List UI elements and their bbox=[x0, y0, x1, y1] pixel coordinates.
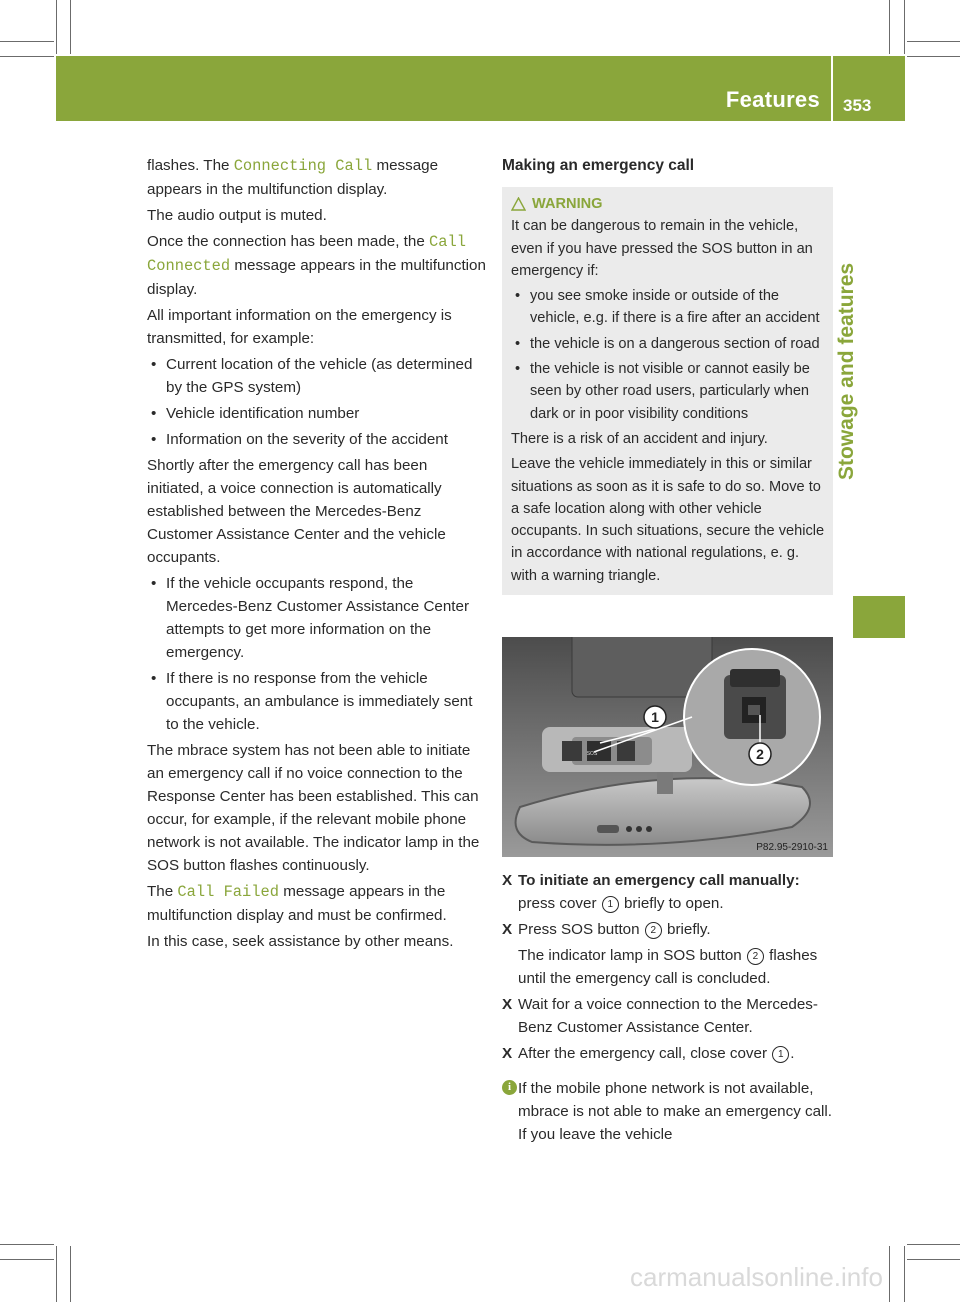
callout-1-label: 1 bbox=[651, 709, 659, 725]
crop-mark bbox=[0, 1259, 54, 1260]
instructions bbox=[502, 869, 833, 1146]
crop-mark bbox=[907, 56, 960, 57]
warning-header: WARNING bbox=[511, 193, 825, 215]
crop-mark bbox=[889, 1246, 890, 1302]
crop-mark bbox=[907, 41, 960, 42]
callout-ref-1: 1 bbox=[602, 896, 619, 913]
watermark: carmanualsonline.info bbox=[630, 1262, 883, 1292]
list-item: • Vehicle identification number bbox=[151, 405, 360, 422]
crop-mark bbox=[904, 0, 905, 54]
instruction-step: X Press SOS button 2 briefly. bbox=[502, 921, 711, 938]
figure-caption: P82.95-2910-31 bbox=[756, 842, 828, 853]
paragraph: The audio output is muted. bbox=[147, 207, 327, 224]
callout-ref-2: 2 bbox=[645, 922, 662, 939]
crop-mark bbox=[907, 1259, 960, 1260]
crop-mark bbox=[56, 1246, 57, 1302]
callout-ref-1: 1 bbox=[772, 1046, 789, 1063]
paragraph: Leave the vehicle immediately in this or similar situations as soon as it is safe to do so. Move to a safe location along with other vehicle occupants. In such situations, secure the vehicle in accordance with national regulations, e. g. with a warning triangle. bbox=[511, 456, 825, 584]
display-message: Call Failed bbox=[177, 883, 279, 901]
warning-box bbox=[502, 187, 833, 595]
crop-mark bbox=[56, 0, 57, 54]
callout-ref-2: 2 bbox=[747, 948, 764, 965]
page-title: Features bbox=[725, 87, 820, 112]
info-note: i If the mobile phone network is not available, mbrace is not able to make an emergency call. If you leave the vehicle bbox=[502, 1077, 833, 1146]
paragraph: flashes. The Connecting Call message appears in the multifunction display. bbox=[147, 157, 439, 198]
instruction-step: X After the emergency call, close cover 1 . bbox=[502, 1045, 795, 1062]
paragraph: All important information on the emergency is transmitted, for example: bbox=[147, 307, 452, 347]
instruction-step: X To initiate an emergency call manually: press cover 1 briefly to open. bbox=[502, 872, 800, 912]
section-title: Making an emergency call bbox=[502, 157, 695, 174]
info-icon: i bbox=[502, 1080, 517, 1095]
list-item: • the vehicle is on a dangerous section of road bbox=[515, 335, 820, 352]
display-message: Call Connected bbox=[147, 233, 466, 275]
crop-mark bbox=[0, 56, 54, 57]
list-item: • If there is no response from the vehicle occupants, an ambulance is immediately sent to the vehicle. bbox=[151, 670, 473, 733]
list-item: • Information on the severity of the accident bbox=[151, 431, 448, 448]
paragraph: In this case, seek assistance by other means. bbox=[147, 933, 454, 950]
crop-mark bbox=[0, 41, 54, 42]
paragraph: Shortly after the emergency call has been initiated, a voice connection is automatically established between the Mercedes-Benz Customer Assistance Center and the vehicle occupants. bbox=[147, 457, 446, 566]
crop-mark bbox=[904, 1246, 905, 1302]
warning-triangle-icon bbox=[511, 197, 526, 211]
paragraph: There is a risk of an accident and injury. bbox=[511, 430, 768, 447]
overhead-console-illustration bbox=[502, 637, 833, 857]
crop-mark bbox=[907, 1244, 960, 1245]
display-message: Connecting Call bbox=[233, 157, 373, 175]
left-column bbox=[147, 154, 487, 956]
instruction-step-note: The indicator lamp in SOS button 2 flashes until the emergency call is concluded. bbox=[518, 947, 818, 987]
crop-mark bbox=[70, 0, 71, 54]
header-separator bbox=[831, 56, 833, 121]
callout-2-label: 2 bbox=[756, 746, 764, 762]
page-number: 353 bbox=[843, 96, 872, 115]
paragraph: The mbrace system has not been able to initiate an emergency call if no voice connection to the Response Center has been established. This can occur, for example, if the relevant mobile phone network is not available. The indicator lamp in the SOS button flashes continuously. bbox=[147, 742, 480, 874]
crop-mark bbox=[70, 1246, 71, 1302]
paragraph: The Call Failed message appears in the multifunction display and must be confirmed. bbox=[147, 883, 447, 924]
instruction-step: X Wait for a voice connection to the Mercedes-Benz Customer Assistance Center. bbox=[502, 996, 818, 1036]
list-item: • you see smoke inside or outside of the vehicle, e.g. if there is a fire after an accident bbox=[515, 288, 820, 327]
crop-mark bbox=[889, 0, 890, 54]
side-tab-marker bbox=[853, 596, 905, 638]
paragraph: Once the connection has been made, the Call Connected message appears in the multifunction display. bbox=[147, 233, 486, 298]
crop-mark bbox=[0, 1244, 54, 1245]
list-item: • Current location of the vehicle (as determined by the GPS system) bbox=[151, 356, 473, 396]
list-item: • the vehicle is not visible or cannot easily be seen by other road users, particularly when dark or in poor visibility conditions bbox=[515, 361, 810, 422]
side-tab-label: Stowage and features bbox=[835, 262, 858, 480]
sos-button-label: SOS bbox=[586, 751, 598, 757]
list-item: • If the vehicle occupants respond, the Mercedes-Benz Customer Assistance Center attempts to get more information on the emergency. bbox=[151, 575, 470, 661]
paragraph: It can be dangerous to remain in the vehicle, even if you have pressed the SOS button in an emergency if: bbox=[511, 218, 813, 279]
sos-button-photo bbox=[502, 637, 833, 857]
right-column bbox=[502, 154, 833, 595]
